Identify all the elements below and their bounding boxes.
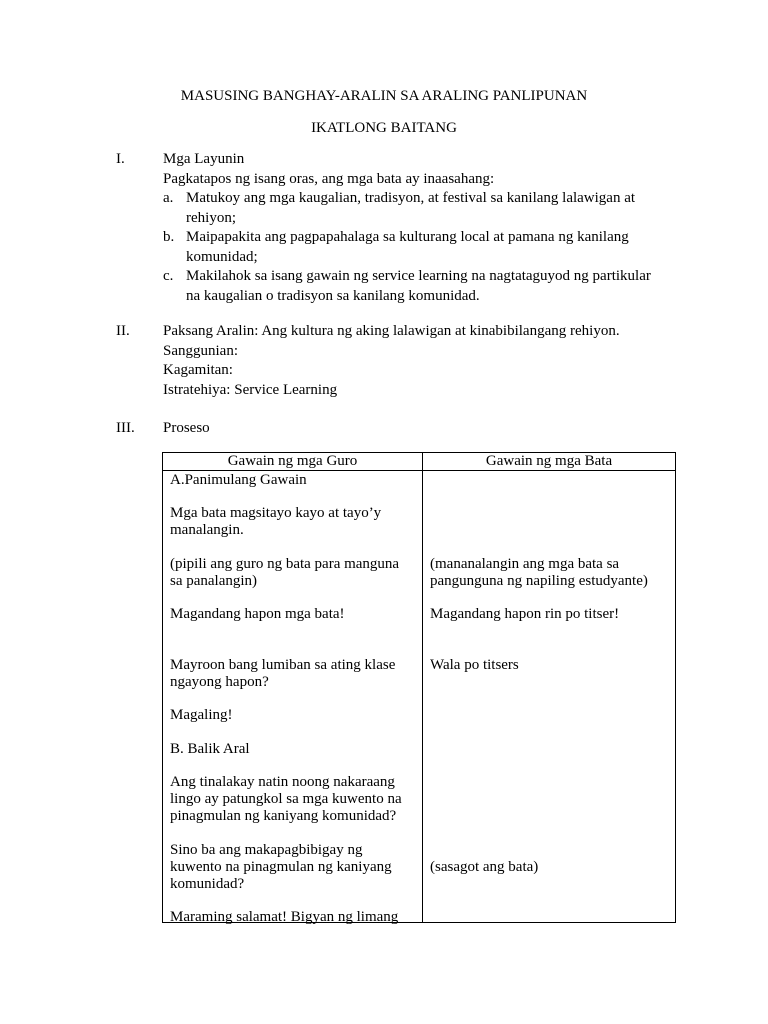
teacher-line: kuwento na pinagmulan ng kaniyang <box>170 859 392 875</box>
objective-text: rehiyon; <box>186 209 236 226</box>
student-line: (mananalangin ang mga bata sa <box>430 556 620 572</box>
teacher-line: pinagmulan ng kaniyang komunidad? <box>170 808 397 824</box>
teacher-line: Mga bata magsitayo kayo at tayo’y <box>170 505 382 521</box>
teacher-line: Maraming salamat! Bigyan ng limang <box>170 909 399 925</box>
teacher-line: (pipili ang guro ng bata para manguna <box>170 556 400 572</box>
objective-text: Makilahok sa isang gawain ng service learning na nagtataguyod ng partikular <box>186 268 651 284</box>
teacher-line: Mayroon bang lumiban sa ating klase <box>170 657 396 673</box>
list-marker: b. <box>163 229 175 245</box>
teacher-line: Ang tinalakay natin noong nakaraang <box>170 774 395 790</box>
list-marker: a. <box>163 190 174 206</box>
objective-text: komunidad; <box>186 248 258 265</box>
teacher-line: manalangin. <box>170 522 244 538</box>
teacher-line: lingo ay patungkol sa mga kuwento na <box>170 791 402 807</box>
teacher-line: ngayong hapon? <box>170 674 269 690</box>
teacher-line: B. Balik Aral <box>170 741 250 757</box>
objective-item <box>163 228 683 267</box>
process-table <box>162 452 676 923</box>
student-line: Wala po titsers <box>430 657 519 673</box>
teacher-column-header: Gawain ng mga Guro <box>163 453 423 471</box>
objective-item <box>163 189 683 228</box>
document-title: MASUSING BANGHAY-ARALIN SA ARALING PANLIPUNAN <box>180 88 588 104</box>
grade-level-title: IKATLONG BAITANG <box>311 120 457 136</box>
students-column-header: Gawain ng mga Bata <box>423 453 676 471</box>
teacher-line: Magaling! <box>170 707 233 723</box>
list-marker: c. <box>163 268 174 284</box>
objective-text: Matukoy ang mga kaugalian, tradisyon, at festival sa kanilang lalawigan at <box>186 190 636 206</box>
teacher-line: sa panalangin) <box>170 573 258 589</box>
teacher-line: Sino ba ang makapagbibigay ng <box>170 842 363 858</box>
student-line: Magandang hapon rin po titser! <box>430 606 620 622</box>
section-number: I. <box>116 151 125 167</box>
objectives-intro: Pagkatapos ng isang oras, ang mga bata ay inaasahang: <box>163 170 495 187</box>
objective-text: Maipapakita ang pagpapahalaga sa kulturang local at pamana ng kanilang <box>186 229 629 245</box>
students-activities-cell <box>423 471 676 923</box>
materials-line: Kagamitan: <box>163 362 233 378</box>
section-number: II. <box>116 323 130 339</box>
teacher-line: Magandang hapon mga bata! <box>170 606 345 622</box>
topic-line: Paksang Aralin: Ang kultura ng aking lalawigan at kinabibilangang rehiyon. <box>163 323 620 339</box>
section-heading: Mga Layunin <box>163 151 245 167</box>
objective-item <box>163 267 683 306</box>
strategy-line: Istratehiya: Service Learning <box>163 381 338 398</box>
teacher-activities-cell <box>163 471 423 923</box>
teacher-line: komunidad? <box>170 876 245 892</box>
student-line: (sasagot ang bata) <box>430 859 539 875</box>
section-heading: Proseso <box>163 420 210 436</box>
teacher-line: A.Panimulang Gawain <box>170 472 307 488</box>
objective-text: na kaugalian o tradisyon sa kanilang komunidad. <box>186 287 480 304</box>
section-number: III. <box>116 420 135 436</box>
student-line: pangunguna ng napiling estudyante) <box>430 573 648 589</box>
reference-line: Sanggunian: <box>163 342 238 359</box>
